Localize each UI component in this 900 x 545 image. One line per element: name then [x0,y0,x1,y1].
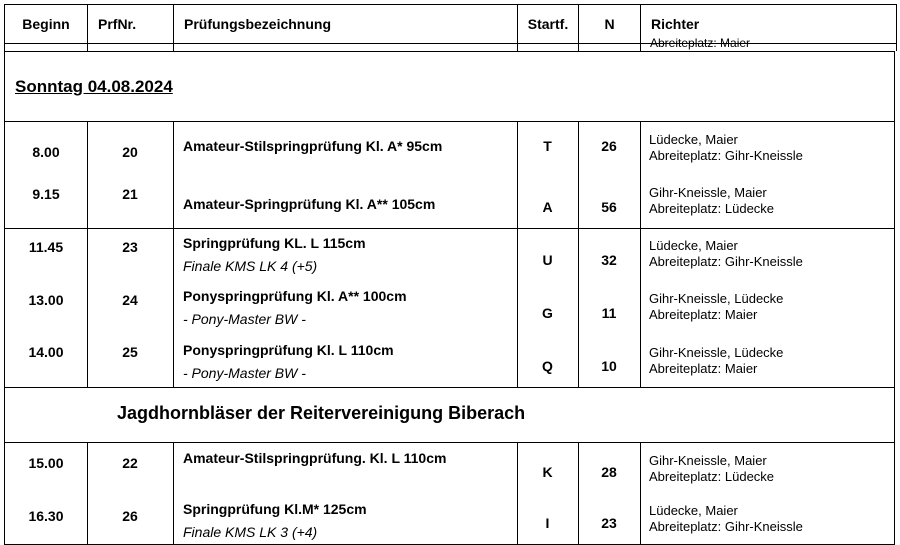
n-cell: 10 [601,358,617,374]
n-cell: 28 [601,464,617,480]
richter-abreite: Abreiteplatz: Maier [649,361,758,376]
band-row [4,387,895,443]
richter-names: Gihr-Kneissle, Maier [649,453,767,468]
table-row [4,335,895,388]
n-cell: 26 [601,138,617,154]
startf-cell: I [545,515,550,531]
beginn-cell: 13.00 [28,292,64,308]
n-cell: 11 [601,305,617,321]
beginn-cell: 14.00 [28,344,64,360]
startf-cell: U [542,252,553,268]
n-cell: 56 [601,199,617,215]
richter-names: Lüdecke, Maier [649,238,738,253]
table-row [4,122,895,176]
pruefung-title: Springprüfung Kl.M* 125cm [183,501,367,517]
prfnr-cell: 21 [122,186,138,202]
col-header-n: N [578,5,640,43]
prfnr-cell: 25 [122,344,138,360]
band-text: Jagdhornbläser der Reitervereinigung Biberach [117,403,526,423]
richter-abreite: Abreiteplatz: Gihr-Kneissle [649,519,803,534]
table-row [4,282,895,336]
day-heading-row [4,51,895,122]
pruefung-subtitle: - Pony-Master BW - [183,311,306,327]
startf-cell: K [542,464,553,480]
table-row [4,175,895,229]
previous-row-text: Abreiteplatz: Maier [650,36,751,50]
pruefung-title: Amateur-Stilspringprüfung Kl. A* 95cm [183,138,443,154]
richter-abreite: Abreiteplatz: Gihr-Kneissle [649,148,803,163]
startf-cell: A [542,199,553,215]
pruefung-title: Amateur-Stilspringprüfung. Kl. L 110cm [183,450,447,466]
table-header [4,4,897,44]
previous-row-sliver [4,36,897,51]
richter-names: Lüdecke, Maier [649,132,738,147]
prfnr-cell: 23 [122,239,138,255]
day-heading: Sonntag 04.08.2024 [15,77,173,96]
pruefung-subtitle: Finale KMS LK 3 (+4) [183,524,318,540]
table-row [4,495,895,545]
pruefung-title: Ponyspringprüfung Kl. A** 100cm [183,288,407,304]
pruefung-title: Ponyspringprüfung Kl. L 110cm [183,342,394,358]
pruefung-title: Amateur-Springprüfung Kl. A** 105cm [183,196,436,212]
pruefung-title: Springprüfung KL. L 115cm [183,235,366,251]
startf-cell: T [543,138,552,154]
startf-cell: G [542,305,553,321]
richter-names: Gihr-Kneissle, Lüdecke [649,291,784,306]
pruefung-subtitle: Finale KMS LK 4 (+5) [183,258,318,274]
col-header-bezeichnung: Prüfungsbezeichnung [173,5,517,43]
prfnr-cell: 24 [122,292,138,308]
n-cell: 23 [601,515,617,531]
startf-cell: Q [542,358,553,374]
richter-abreite: Abreiteplatz: Lüdecke [649,201,775,216]
n-cell: 32 [601,252,617,268]
col-header-richter: Richter [640,5,898,43]
beginn-cell: 8.00 [32,144,60,160]
table-row [4,229,895,283]
col-header-prfnr: PrfNr. [87,5,173,43]
richter-names: Gihr-Kneissle, Lüdecke [649,345,784,360]
beginn-cell: 16.30 [28,508,64,524]
beginn-cell: 15.00 [28,455,64,471]
table-row [4,443,895,496]
richter-abreite: Abreiteplatz: Lüdecke [649,469,775,484]
pruefung-subtitle: - Pony-Master BW - [183,365,306,381]
beginn-cell: 11.45 [28,239,64,255]
prfnr-cell: 20 [122,144,138,160]
beginn-cell: 9.15 [32,186,60,202]
col-header-beginn: Beginn [22,16,70,32]
richter-abreite: Abreiteplatz: Gihr-Kneissle [649,254,803,269]
prfnr-cell: 26 [122,508,138,524]
richter-names: Gihr-Kneissle, Maier [649,185,767,200]
col-header-startf: Startf. [517,5,578,43]
richter-abreite: Abreiteplatz: Maier [649,307,758,322]
richter-names: Lüdecke, Maier [649,503,738,518]
prfnr-cell: 22 [122,455,138,471]
